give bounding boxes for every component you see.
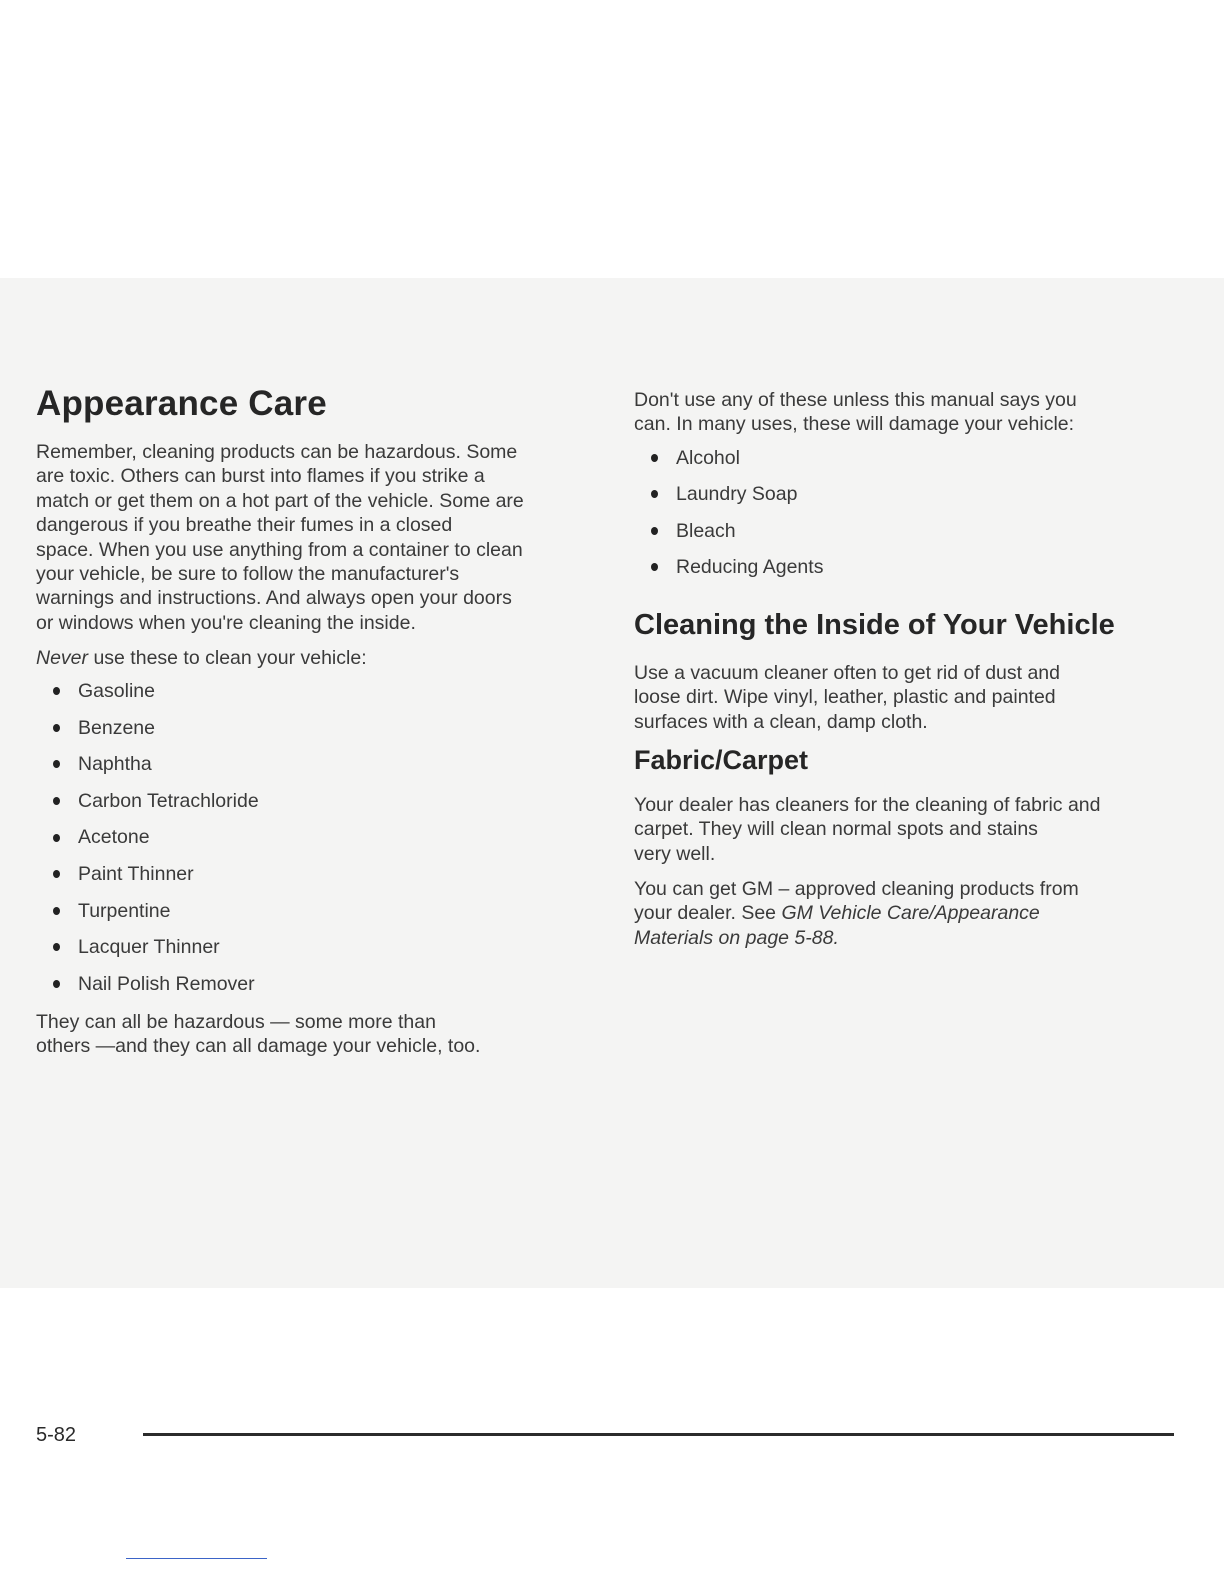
products-text: your dealer. See <box>634 902 782 925</box>
intro-line: warnings and instructions. And always open your doors <box>36 587 512 610</box>
intro-line: your vehicle, be sure to follow the manufacturer's <box>36 563 460 586</box>
approved-products-paragraph <box>634 877 1079 950</box>
dont-use-list <box>634 440 823 585</box>
list-item: Carbon Tetrachloride <box>36 783 259 820</box>
bullet-icon <box>53 870 60 878</box>
bullet-icon <box>53 687 60 695</box>
page-number: 5-82 <box>36 1424 77 1446</box>
list-item: Acetone <box>36 819 259 856</box>
bullet-icon <box>651 454 658 462</box>
intro-line: are toxic. Others can burst into flames if you strike a <box>36 465 485 488</box>
cross-reference-link[interactable]: Materials on page 5-88. <box>634 926 839 949</box>
cleaning-inside-heading: Cleaning the Inside of Your Vehicle <box>634 609 1115 641</box>
bullet-icon <box>53 760 60 768</box>
never-emphasis: Never <box>36 647 89 669</box>
never-use-intro <box>36 646 367 670</box>
list-item: Lacquer Thinner <box>36 929 259 966</box>
bullet-icon <box>651 527 658 535</box>
bullet-icon <box>53 834 60 842</box>
dont-use-line: can. In many uses, these will damage your vehicle: <box>634 413 1075 436</box>
intro-line: space. When you use anything from a container to clean <box>36 538 523 561</box>
manual-page <box>0 278 1224 1446</box>
footer-rule <box>143 1433 1174 1436</box>
fabric-line: Your dealer has cleaners for the cleaning of fabric and <box>634 794 1101 816</box>
inside-line: loose dirt. Wipe vinyl, leather, plastic and painted <box>634 686 1056 709</box>
closing-paragraph <box>36 1010 480 1059</box>
closing-line: others —and they can all damage your vehicle, too. <box>36 1035 481 1058</box>
bottom-link-underline <box>126 1558 267 1559</box>
never-use-text: use these to clean your vehicle: <box>88 647 367 669</box>
list-item: Gasoline <box>36 673 259 710</box>
fabric-carpet-heading: Fabric/Carpet <box>634 745 809 775</box>
intro-line: or windows when you're cleaning the inside. <box>36 611 416 634</box>
list-item: Benzene <box>36 710 259 747</box>
never-use-list <box>36 673 259 1002</box>
bullet-icon <box>53 797 60 805</box>
list-item: Alcohol <box>634 440 823 476</box>
products-line <box>634 901 1079 925</box>
fabric-line: carpet. They will clean normal spots and stains <box>634 818 1038 841</box>
list-item: Paint Thinner <box>36 856 259 893</box>
closing-line: They can all be hazardous — some more than <box>36 1011 436 1033</box>
bullet-icon <box>53 943 60 951</box>
cleaning-inside-paragraph <box>634 661 1060 734</box>
intro-line: Remember, cleaning products can be hazardous. Some <box>36 441 518 463</box>
fabric-carpet-paragraph <box>634 793 1101 866</box>
intro-line: match or get them on a hot part of the vehicle. Some are <box>36 489 524 512</box>
intro-line: dangerous if you breathe their fumes in a closed <box>36 514 453 537</box>
bullet-icon <box>651 563 658 571</box>
inside-line: Use a vacuum cleaner often to get rid of dust and <box>634 662 1061 684</box>
products-line: You can get GM – approved cleaning products from <box>634 878 1079 900</box>
fabric-line: very well. <box>634 842 716 865</box>
dont-use-paragraph <box>634 388 1077 437</box>
list-item: Laundry Soap <box>634 476 823 512</box>
list-item: Bleach <box>634 513 823 549</box>
dont-use-line: Don't use any of these unless this manual says you <box>634 389 1077 411</box>
list-item: Nail Polish Remover <box>36 966 259 1003</box>
bullet-icon <box>651 490 658 498</box>
products-line <box>634 926 1079 950</box>
list-item: Reducing Agents <box>634 549 823 585</box>
inside-line: surfaces with a clean, damp cloth. <box>634 710 928 733</box>
cross-reference-link[interactable]: GM Vehicle Care/Appearance <box>781 902 1040 925</box>
list-item: Turpentine <box>36 893 259 930</box>
intro-paragraph <box>36 440 524 635</box>
bullet-icon <box>53 907 60 915</box>
bullet-icon <box>53 980 60 988</box>
list-item: Naphtha <box>36 746 259 783</box>
page-title: Appearance Care <box>36 384 327 423</box>
bullet-icon <box>53 724 60 732</box>
